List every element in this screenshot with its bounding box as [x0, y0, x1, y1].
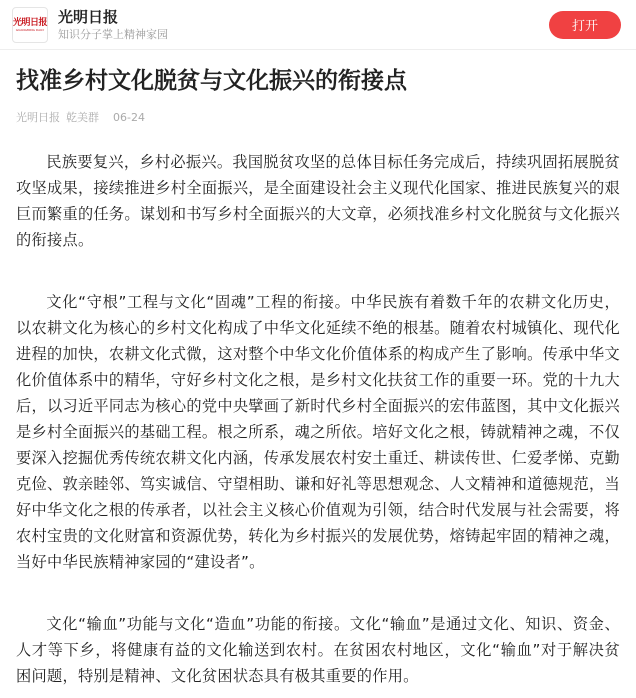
article-date: 06-24	[113, 111, 145, 124]
article-title: 找准乡村文化脱贫与文化振兴的衔接点	[16, 68, 407, 94]
brand-name: 光明日报	[58, 7, 119, 26]
app-banner	[0, 0, 636, 50]
article-author: 乾美群	[66, 111, 99, 124]
article-source[interactable]: 光明日报	[16, 111, 60, 124]
article-paragraph: 文化“守根”工程与文化“固魂”工程的衔接。中华民族有着数千年的农耕文化历史，以农耕文化为核心的乡村文化构成了中华文化延续不绝的根基。随着农村城镇化、现代化进程的加快，农耕文化式微，这对整个中华文化价值体系的构成产生了影响。传承中华文化价值体系中的精华，守好乡村文化之根，是乡村文化扶贫工作的重要一环。党的十九大后，以习近平同志为核心的党中央擘画了新时代乡村全面振兴的宏伟蓝图，其中文化振兴是乡村全面振兴的基础工程。根之所系，魂之所依。培好文化之根，铸就精神之魂，不仅要深入挖掘优秀传统农耕文化内涵，传承发展农村安土重迁、耕读传世、仁爱孝悌、克勤克俭、敦亲睦邻、笃实诚信、守望相助、谦和好礼等思想观念、人文精神和道德规范，当好中华文化之根的传承者，以社会主义核心价值观为引领，结合时代发展与社会需要，将农村宝贵的文化财富和资源优势，转化为乡村振兴的发展优势，熔铸起牢固的精神之魂，当好中华民族精神家园的“建设者”。	[16, 293, 621, 571]
brand-info	[58, 8, 549, 42]
article-paragraph: 民族要复兴，乡村必振兴。我国脱贫攻坚的总体目标任务完成后，持续巩固拓展脱贫攻坚成果，接续推进乡村全面振兴，是全面建设社会主义现代化国家、推进民族复兴的艰巨而繁重的任务。谋划和书写乡村全面振兴的大文章，必须找准乡村文化脱贫与文化振兴的衔接点。	[16, 153, 621, 249]
brand-logo	[12, 7, 48, 43]
open-app-button[interactable]: 打开	[549, 11, 621, 39]
article-meta	[16, 111, 620, 125]
article	[0, 50, 636, 689]
logo-wordmark: 光明日报	[13, 17, 48, 28]
article-body	[16, 149, 620, 689]
article-paragraph: 文化“输血”功能与文化“造血”功能的衔接。文化“输血”是通过文化、知识、资金、人才等下乡，将健康有益的文化输送到农村。在贫困农村地区，文化“输血”对于解决贫困问题，特别是精神、文化贫困状态具有极其重要的作用。	[16, 615, 620, 685]
logo-subtext: GUANGMING DAILY	[15, 27, 45, 32]
brand-slogan: 知识分子掌上精神家园	[58, 27, 168, 41]
